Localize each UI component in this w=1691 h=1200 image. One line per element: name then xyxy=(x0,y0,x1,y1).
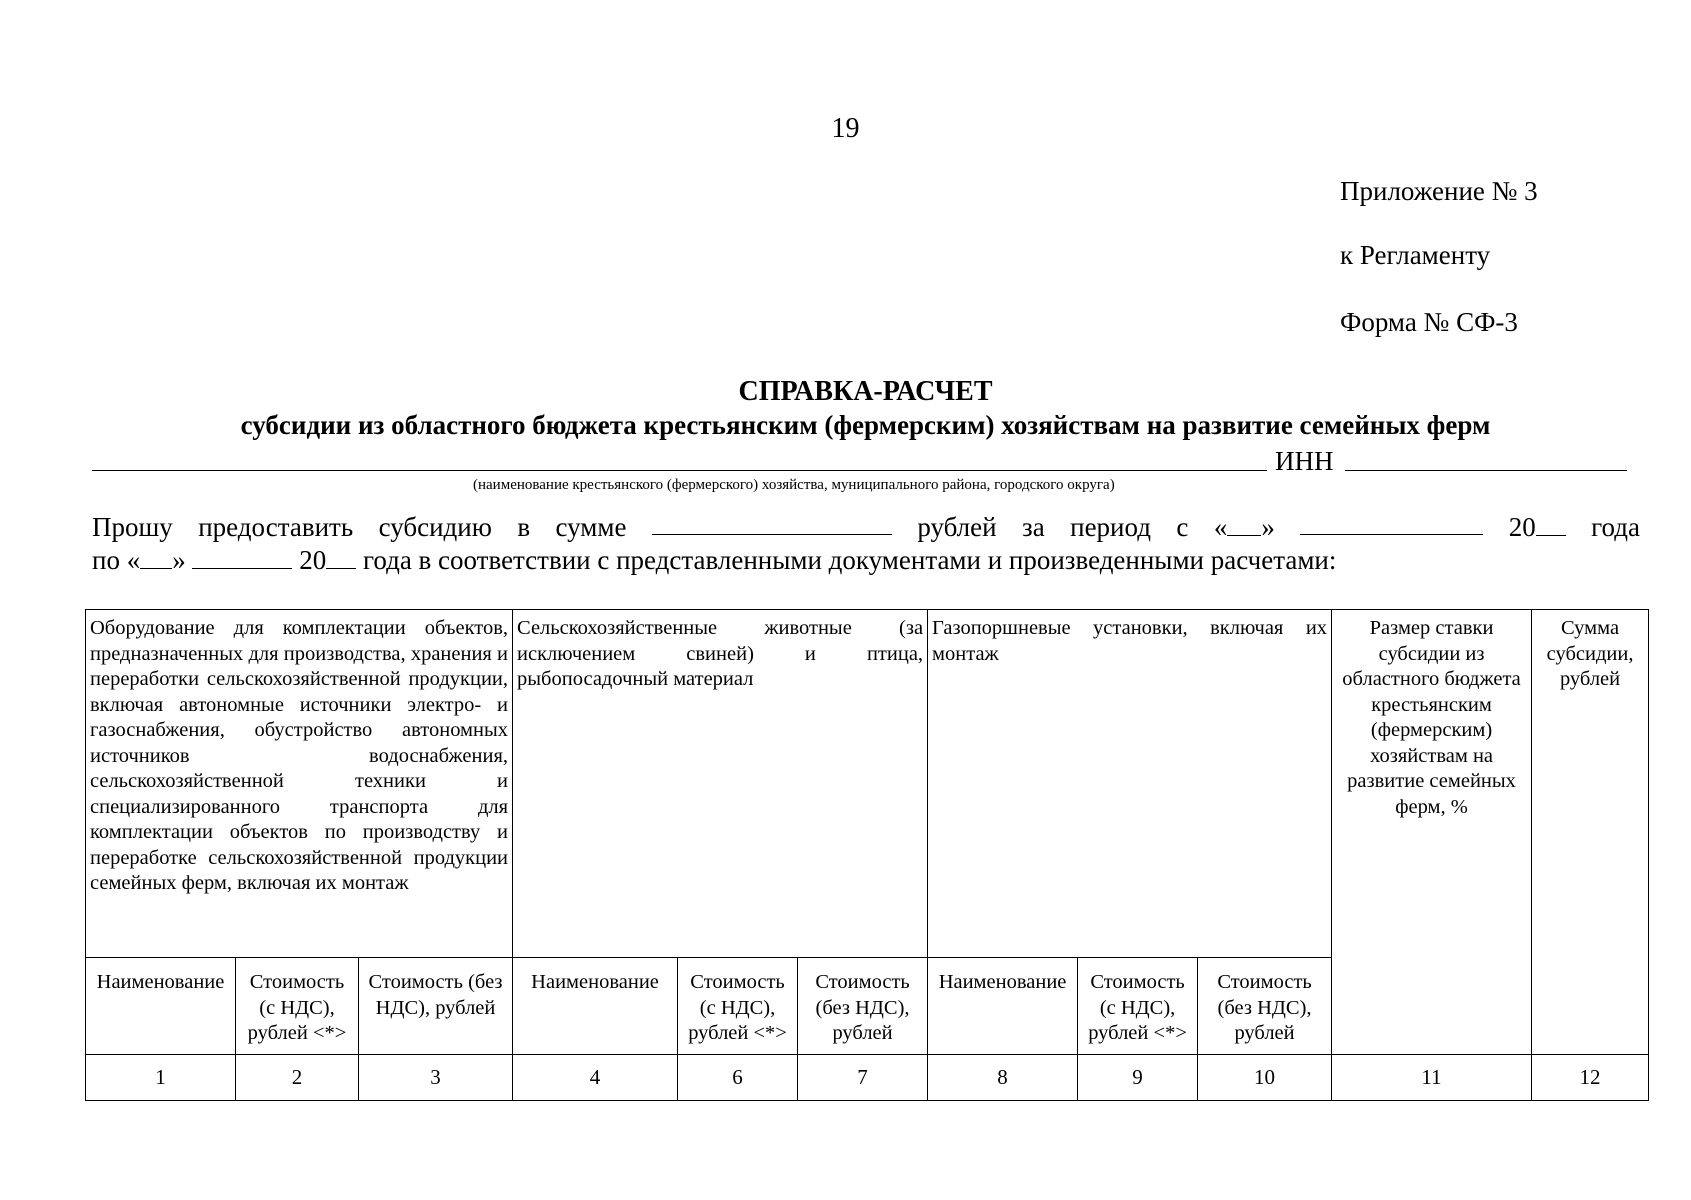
document-subtitle: субсидии из областного бюджета крестьянским (фермерским) хозяйствам на развитие семейных ферм xyxy=(240,410,1491,440)
quote-close: » xyxy=(172,545,186,575)
column-number: 7 xyxy=(798,1055,928,1101)
column-number: 10 xyxy=(1198,1055,1332,1101)
cost-novat-column-header: Стоимость (без НДС), рублей xyxy=(798,958,928,1055)
request-line-2 xyxy=(92,545,1640,576)
gas-units-group-header: Газопоршневые установки, включая их монтаж xyxy=(928,610,1332,958)
appendix-reference: к Регламенту xyxy=(1340,240,1491,270)
form-number: Форма № СФ-3 xyxy=(1340,307,1518,337)
end-month-field[interactable] xyxy=(192,546,292,569)
request-word: предоставить xyxy=(198,512,354,542)
column-number: 11 xyxy=(1332,1055,1532,1101)
cost-novat-column-header: Стоимость (без НДС), рублей xyxy=(359,958,513,1055)
column-number: 12 xyxy=(1532,1055,1649,1101)
column-number: 9 xyxy=(1078,1055,1198,1101)
name-column-header: Наименование xyxy=(928,958,1078,1055)
end-year-field[interactable] xyxy=(326,546,356,569)
amount-field[interactable] xyxy=(652,512,892,535)
request-word: в xyxy=(517,512,531,542)
rate-header: Размер ставки субсидии из областного бюджета крестьянским (фермерским) хозяйствам на развитие семейных ферм, % xyxy=(1332,610,1532,1055)
document-title: СПРАВКА-РАСЧЕТ xyxy=(738,376,993,407)
request-word: с xyxy=(1176,512,1189,542)
quote-open: « xyxy=(1213,512,1228,542)
year-prefix: 20 xyxy=(299,545,327,575)
calculation-table xyxy=(85,609,1649,1101)
subsidy-sum-header: Сумма субсидии, рублей xyxy=(1532,610,1649,1055)
equipment-group-header: Оборудование для комплектации объектов, предназначенных для производства, хранения и переработки сельскохозяйственной продукции, включая автономные источники электро- и газоснабжения, обустройство автономных источников водоснабжения, сельскохозяйственной техники и специализированного транспорта для комплектации объектов по производству и переработке сельскохозяйственной продукции семейных ферм, включая их монтаж xyxy=(86,610,513,958)
farm-name-field[interactable] xyxy=(92,470,1267,471)
table-header-row xyxy=(86,610,1649,958)
request-word: субсидию xyxy=(378,512,492,542)
request-text: года в соответствии с представленными документами и произведенными расчетами: xyxy=(362,545,1337,575)
appendix-number: Приложение № 3 xyxy=(1340,176,1538,206)
quote-close: » xyxy=(1261,512,1275,542)
request-word: по « xyxy=(92,545,141,575)
request-line-1 xyxy=(92,512,1640,543)
end-day-field[interactable] xyxy=(140,546,172,569)
request-word: года xyxy=(1591,512,1640,542)
request-word: за xyxy=(1022,512,1045,542)
cost-vat-column-header: Стоимость (с НДС), рублей <*> xyxy=(678,958,798,1055)
column-number: 1 xyxy=(86,1055,236,1101)
inn-field[interactable] xyxy=(1345,470,1627,471)
start-month-field[interactable] xyxy=(1300,512,1483,535)
farm-name-caption: (наименование крестьянского (фермерского) хозяйства, муниципального района, городского округа) xyxy=(473,477,1115,493)
animals-group-header: Сельскохозяйственные животные (за исключением свиней) и птица, рыбопосадочный материал xyxy=(513,610,928,958)
request-word: рублей xyxy=(917,512,997,542)
request-word: период xyxy=(1070,512,1151,542)
cost-novat-column-header: Стоимость (без НДС), рублей xyxy=(1198,958,1332,1055)
column-number: 8 xyxy=(928,1055,1078,1101)
cost-vat-column-header: Стоимость (с НДС), рублей <*> xyxy=(1078,958,1198,1055)
column-number: 3 xyxy=(359,1055,513,1101)
request-word: сумме xyxy=(555,512,627,542)
name-column-header: Наименование xyxy=(86,958,236,1055)
column-number: 2 xyxy=(236,1055,359,1101)
column-number-row xyxy=(86,1055,1649,1101)
cost-vat-column-header: Стоимость (с НДС), рублей <*> xyxy=(236,958,359,1055)
name-column-header: Наименование xyxy=(513,958,678,1055)
column-number: 4 xyxy=(513,1055,678,1101)
year-prefix: 20 xyxy=(1508,512,1536,542)
inn-label: ИНН xyxy=(1275,446,1334,476)
request-word: Прошу xyxy=(92,512,173,542)
column-number: 6 xyxy=(678,1055,798,1101)
page-number: 19 xyxy=(831,113,860,144)
start-day-field[interactable] xyxy=(1227,513,1261,536)
start-year-field[interactable] xyxy=(1536,513,1566,536)
